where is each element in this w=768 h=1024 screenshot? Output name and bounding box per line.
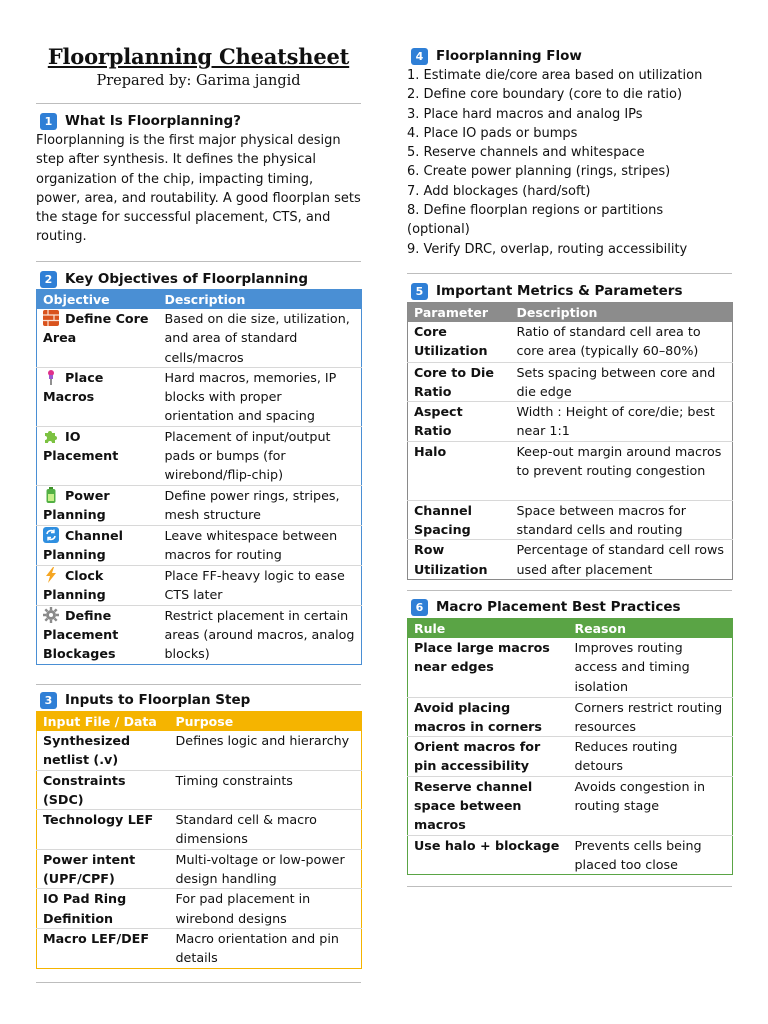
section-flow-heading [411, 46, 582, 66]
number-badge-icon: 6 [411, 599, 428, 616]
column-header: Description [164, 292, 246, 307]
objectives-table [36, 289, 362, 665]
metrics-table [407, 302, 733, 580]
number-badge-icon: 2 [40, 271, 57, 288]
gear-icon [43, 607, 59, 623]
list-item: 9. Verify DRC, overlap, routing accessibility [407, 241, 688, 257]
section-inputs-heading [40, 690, 250, 710]
number-badge-icon: 3 [40, 692, 57, 709]
list-item: 8. Define floorplan regions or partitions [407, 203, 664, 219]
table-row: Power Planning Define power rings, stripes, mesh structure [37, 485, 362, 525]
section-title: What Is Floorplanning? [65, 113, 241, 129]
macro-practices-table [407, 618, 733, 875]
divider [36, 982, 361, 983]
table-row: Clock Planning Place FF-heavy logic to ease CTS later [37, 565, 362, 605]
table-row: Aspect Ratio Width : Height of core/die; best near 1:1 [408, 402, 733, 442]
table-row: Core Utilization Ratio of standard cell area to core area (typically 60–80%) [414, 324, 701, 359]
puzzle-icon [43, 428, 59, 444]
section-what-is-body: Floorplanning is the first major physical design step after synthesis. It defines the physical organization of the chip, impacting timing, power, area, and routability. A good floorplan sets the stage for successful placement, CTS, and routing. [36, 133, 361, 245]
divider [36, 103, 361, 104]
list-item: 7. Add blockages (hard/soft) [407, 183, 591, 199]
inputs-table [36, 711, 362, 969]
section-title: Key Objectives of Floorplanning [65, 271, 309, 287]
list-item: 3. Place hard macros and analog IPs [407, 106, 643, 122]
table-row: IO Pad Ring Definition For pad placement in wirebond designs [37, 889, 362, 929]
section-objectives-heading [40, 269, 308, 289]
section-title: Floorplanning Flow [436, 48, 582, 64]
table-row: Place Macros Hard macros, memories, IP blocks with proper orientation and spacing [37, 367, 362, 426]
table-row: Avoid placing macros in corners Corners restrict routing resources [408, 697, 733, 737]
divider [36, 684, 361, 685]
table-row: IO Placement Placement of input/output pads or bumps (for wirebond/flip-chip) [37, 426, 362, 485]
brick-wall-icon [43, 310, 59, 326]
section-title: Important Metrics & Parameters [436, 283, 683, 299]
section-what-is-heading [40, 111, 241, 131]
list-item: 5. Reserve channels and whitespace [407, 145, 645, 161]
column-header: Purpose [175, 714, 234, 729]
column-header: Objective [43, 292, 110, 307]
divider [407, 273, 732, 274]
number-badge-icon: 4 [411, 48, 428, 65]
table-row: Reserve channel space between macros Avoids congestion in routing stage [408, 776, 733, 835]
list-item: 6. Create power planning (rings, stripes) [407, 164, 671, 180]
section-metrics-heading [411, 281, 683, 301]
section-title: Macro Placement Best Practices [436, 599, 681, 615]
column-header: Reason [574, 621, 626, 636]
column-header: Description [516, 305, 598, 320]
table-row: Use halo + blockage Prevents cells being placed too close [408, 835, 733, 875]
table-row: Row Utilization Percentage of standard cell rows used after placement [408, 540, 733, 580]
battery-icon [43, 487, 59, 503]
lightning-icon [43, 567, 59, 583]
column-header: Parameter [414, 305, 488, 320]
section-title: Inputs to Floorplan Step [65, 692, 251, 708]
section-macro-heading [411, 597, 681, 617]
table-row: Technology LEF Standard cell & macro dimensions [37, 810, 362, 850]
number-badge-icon: 5 [411, 283, 428, 300]
table-row: Orient macros for pin accessibility Reduces routing detours [408, 737, 733, 777]
document-subtitle: Prepared by: Garima jangid [96, 73, 301, 89]
column-header: Input File / Data [43, 714, 157, 729]
table-row: Define Core Area Based on die size, utilization, and area of standard cells/macros [43, 311, 350, 365]
pushpin-icon [43, 369, 59, 385]
table-row: Halo Keep-out margin around macros to prevent routing congestion [408, 441, 733, 500]
column-header: Rule [414, 621, 446, 636]
list-item: 1. Estimate die/core area based on utilization [407, 68, 703, 83]
table-row: Synthesized netlist (.v) Defines logic and hierarchy [43, 733, 350, 768]
table-row: Channel Planning Leave whitespace between macros for routing [37, 525, 362, 565]
table-row: Core to Die Ratio Sets spacing between core and die edge [408, 362, 733, 402]
list-item: 2. Define core boundary (core to die ratio) [407, 87, 683, 103]
table-row: Define Placement Blockages Restrict placement in certain areas (around macros, analog blocks) [37, 605, 362, 664]
list-item: (optional) [407, 222, 470, 238]
table-row: Constraints (SDC) Timing constraints [37, 770, 362, 810]
flow-steps-list [407, 66, 737, 259]
divider [407, 590, 732, 591]
document-title: Floorplanning Cheatsheet [47, 44, 350, 69]
table-row: Macro LEF/DEF Macro orientation and pin details [37, 928, 362, 968]
divider [36, 261, 361, 262]
refresh-icon [43, 527, 59, 543]
number-badge-icon: 1 [40, 113, 57, 130]
table-row: Place large macros near edges Improves routing access and timing isolation [414, 640, 690, 694]
divider [407, 886, 732, 887]
table-row: Channel Spacing Space between macros for standard cells and routing [408, 500, 733, 540]
list-item: 4. Place IO pads or bumps [407, 125, 578, 141]
table-row: Power intent (UPF/CPF) Multi-voltage or low-power design handling [37, 849, 362, 889]
